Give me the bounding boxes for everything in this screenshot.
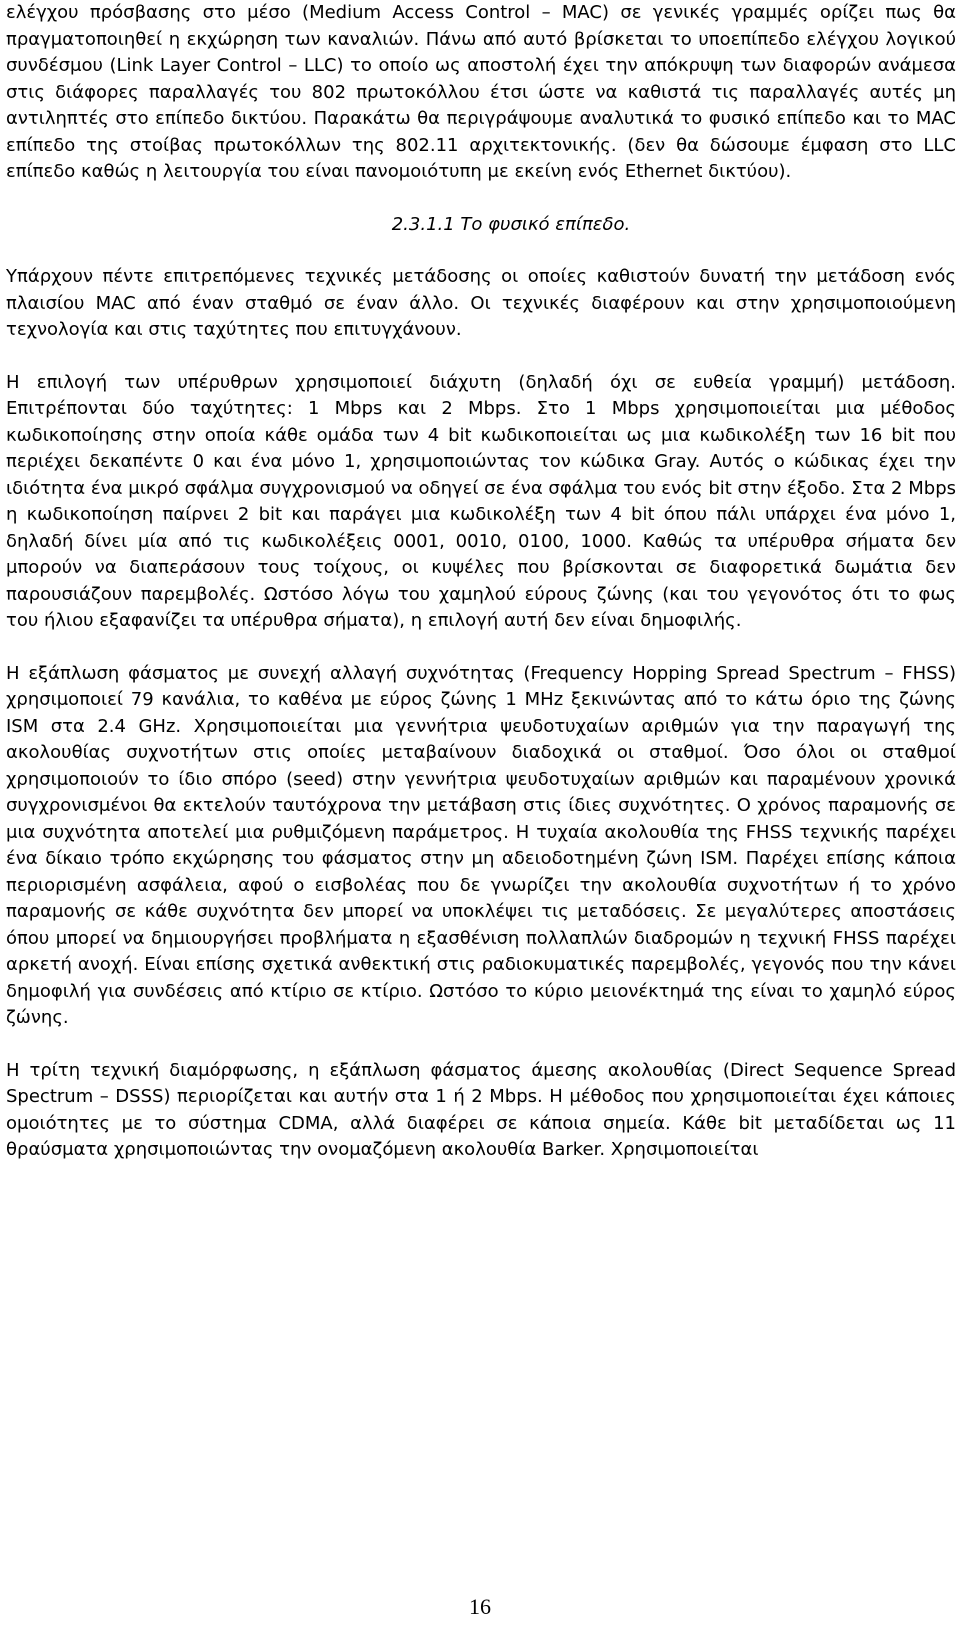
spacer (6, 186, 956, 212)
paragraph-five-techniques: Υπάρχουν πέντε επιτρεπόμενες τεχνικές μετάδοσης οι οποίες καθιστούν δυνατή την μετάδοση ενός πλαισίου MAC από έναν σταθμό σε έναν άλλο. Οι τεχνικές διαφέρουν και στην χρησιμοποιούμενη τεχνολογία και στις ταχύτητες που επιτυγχάνουν. (6, 266, 956, 340)
paragraph-intro: ελέγχου πρόσβασης στο μέσο (Medium Access Control – MAC) σε γενικές γραμμές ορίζει πως θα πραγματοποιηθεί η εκχώρηση των καναλιών. Πάνω από αυτό βρίσκεται το υποεπίπεδο ελέγχου λογικού συνδέσμου (Link Layer Control – LLC) το οποίο ως αποστολή έχει την απόκρυψη των διαφορών ανάμεσα στις διάφορες παραλλαγές του 802 πρωτοκόλλου έτσι ώστε να καθιστά τις παραλλαγές αυτές μη αντιληπτές στο επίπεδο δικτύου. Παρακάτω θα περιγράψουμε αναλυτικά το φυσικό επίπεδο και το MAC επίπεδο της στοίβας πρωτοκόλλων της 802.11 αρχιτεκτονικής. (δεν θα δώσουμε έμφαση στο LLC επίπεδο καθώς η λειτουργία του είναι πανομοιότυπη με εκείνη ενός Ethernet δικτύου). (6, 2, 956, 182)
paragraph-dsss: Η τρίτη τεχνική διαμόρφωσης, η εξάπλωση φάσματος άμεσης ακολουθίας (Direct Sequence Spread Spectrum – DSSS) περιορίζεται και αυτήν στα 1 ή 2 Mbps. Η μέθοδος που χρησιμοποιείται έχει κάποιες ομοιότητες με το σύστημα CDMA, αλλά διαφέρει σε κάποια σημεία. Κάθε bit μεταδίδεται ως 11 θραύσματα χρησιμοποιώντας την ονομαζόμενη ακολουθία Barker. Χρησιμοποιείται (6, 1059, 956, 1160)
spacer (6, 635, 956, 661)
section-heading: 2.3.1.1 Το φυσικό επίπεδο. (391, 213, 631, 235)
page-number: 16 (469, 1594, 491, 1619)
document-page (6, 0, 956, 1164)
spacer (6, 1032, 956, 1058)
spacer (6, 238, 956, 264)
spacer (6, 344, 956, 370)
paragraph-infrared: Η επιλογή των υπέρυθρων χρησιμοποιεί διάχυτη (δηλαδή όχι σε ευθεία γραμμή) μετάδοση. Επιτρέπονται δύο ταχύτητες: 1 Mbps και 2 Mbps. Στο 1 Mbps χρησιμοποιείται μια μέθοδος κωδικοποίησης στην οποία κάθε ομάδα των 4 bit κωδικοποιείται ως μια κωδικολέξη των 16 bit που περιέχει δεκαπέντε 0 και ένα μόνο 1, χρησιμοποιώντας τον κώδικα Gray. Αυτός ο κώδικας έχει την ιδιότητα ένα μικρό σφάλμα συγχρονισμού να οδηγεί σε ένα σφάλμα του ενός bit στην έξοδο. Στα 2 Mbps η κωδικοποίηση παίρνει 2 bit και παράγει μια κωδικολέξη των 4 bit όπου πάλι υπάρχει ένα μόνο 1, δηλαδή δίνει μία από τις κωδικολέξεις 0001, 0010, 0100, 1000. Καθώς τα υπέρυθρα σήματα δεν μπορούν να διαπεράσουν τους τοίχους, οι κυψέλες που βρίσκονται σε διαφορετικά δωμάτια δεν παρουσιάζουν παρεμβολές. Ωστόσο λόγω του χαμηλού εύρους ζώνης (και του γεγονότος ότι το φως του ήλιου εξαφανίζει τα υπέρυθρα σήματα), η επιλογή αυτή δεν είναι δημοφιλής. (6, 371, 956, 631)
paragraph-fhss: Η εξάπλωση φάσματος με συνεχή αλλαγή συχνότητας (Frequency Hopping Spread Spectrum – FHSS) χρησιμοποιεί 79 κανάλια, το καθένα με εύρος ζώνης 1 MHz ξεκινώντας από το κάτω όριο της ζώνης ISM στα 2.4 GHz. Χρησιμοποιείται μια γεννήτρια ψευδοτυχαίων αριθμών για την παραγωγή της ακολουθίας συχνοτήτων στις οποίες μεταβαίνουν διαδοχικά οι σταθμοί. Όσο όλοι οι σταθμοί χρησιμοποιούν το ίδιο σπόρο (seed) στην γεννήτρια ψευδοτυχαίων αριθμών και παραμένουν χρονικά συγχρονισμένοι θα εκτελούν ταυτόχρονα την μετάβαση στις ίδιες συχνότητες. Ο χρόνος παραμονής σε μια συχνότητα αποτελεί μια ρυθμιζόμενη παράμετρος. Η τυχαία ακολουθία της FHSS τεχνικής παρέχει ένα δίκαιο τρόπο εκχώρησης του φάσματος στην μη αδειοδοτημένη ζώνη ISM. Παρέχει επίσης κάποια περιορισμένη ασφάλεια, αφού ο εισβολέας που δε γνωρίζει την ακολουθία συχνοτήτων ή το χρόνο παραμονής σε κάθε συχνότητα δεν μπορεί να υποκλέψει τις μεταδόσεις. Σε μεγαλύτερες αποστάσεις όπου μπορεί να δημιουργήσει προβλήματα η εξασθένιση πολλαπλών διαδρομών η τεχνική FHSS παρέχει αρκετή ανοχή. Είναι επίσης σχετικά ανθεκτική στις ραδιοκυματικές παρεμβολές, γεγονός που την κάνει δημοφιλή για συνδέσεις από κτίριο σε κτίριο. Ωστόσο το κύριο μειονέκτημά της είναι το χαμηλό εύρος ζώνης. (6, 662, 956, 1028)
